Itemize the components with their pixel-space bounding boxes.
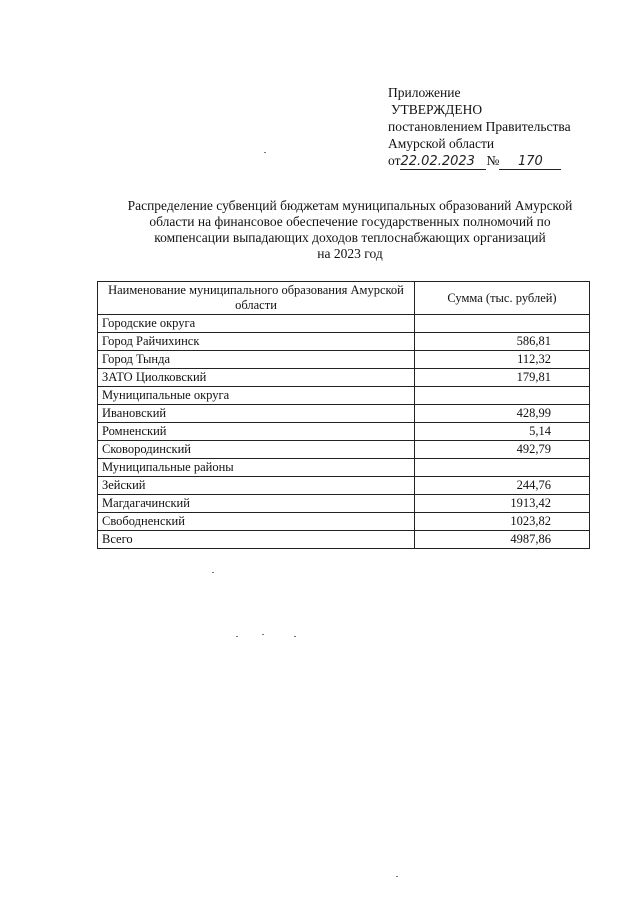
table-row-total <box>98 531 590 549</box>
row-name: Муниципальные округа <box>98 387 415 405</box>
date-number-line <box>388 152 571 170</box>
row-sum: 1913,42 <box>415 495 590 513</box>
row-name: Город Райчихинск <box>98 333 415 351</box>
row-name: Муниципальные районы <box>98 459 415 477</box>
row-name: Всего <box>98 531 415 549</box>
scan-speck <box>294 636 296 637</box>
scan-speck <box>264 152 266 153</box>
row-sum: 244,76 <box>415 477 590 495</box>
row-sum: 586,81 <box>415 333 590 351</box>
row-name: Городские округа <box>98 315 415 333</box>
column-header-sum: Сумма (тыс. рублей) <box>415 282 590 315</box>
row-name: Город Тында <box>98 351 415 369</box>
row-sum: 1023,82 <box>415 513 590 531</box>
table-row <box>98 405 590 423</box>
table-row <box>98 369 590 387</box>
table-row <box>98 459 590 477</box>
approval-block <box>388 84 571 170</box>
title-line: области на финансовое обеспечение государственных полномочий по <box>149 214 551 229</box>
resolution-label: постановлением Правительства <box>388 119 571 134</box>
title-line: компенсации выпадающих доходов теплоснабжающих организаций <box>154 230 546 245</box>
scan-speck <box>236 636 238 637</box>
row-sum <box>415 387 590 405</box>
row-name: Ивановский <box>98 405 415 423</box>
row-name: ЗАТО Циолковский <box>98 369 415 387</box>
table-row <box>98 315 590 333</box>
title-line: Распределение субвенций бюджетам муниципальных образований Амурской <box>127 198 573 213</box>
table-row <box>98 441 590 459</box>
row-sum <box>415 315 590 333</box>
table-row <box>98 387 590 405</box>
region-label: Амурской области <box>388 136 495 151</box>
row-name: Свободненский <box>98 513 415 531</box>
approved-label: УТВЕРЖДЕНО <box>391 102 483 117</box>
handwritten-number: 170 <box>499 154 561 170</box>
row-sum: 4987,86 <box>415 531 590 549</box>
appendix-label: Приложение <box>388 85 461 100</box>
row-name: Магдагачинский <box>98 495 415 513</box>
row-sum: 5,14 <box>415 423 590 441</box>
scan-speck <box>262 634 264 635</box>
column-header-name: Наименование муниципального образования Амурской области <box>98 282 415 315</box>
scan-speck <box>212 572 214 573</box>
title-line: на 2023 год <box>317 246 383 261</box>
row-sum <box>415 459 590 477</box>
row-name: Ромненский <box>98 423 415 441</box>
row-sum: 179,81 <box>415 369 590 387</box>
document-title <box>100 198 600 262</box>
table-row <box>98 513 590 531</box>
table-row <box>98 495 590 513</box>
row-sum: 428,99 <box>415 405 590 423</box>
table-header-row <box>98 282 590 315</box>
number-prefix: № <box>486 153 500 168</box>
row-sum: 112,32 <box>415 351 590 369</box>
table-row <box>98 333 590 351</box>
table-row <box>98 423 590 441</box>
row-name: Сковородинский <box>98 441 415 459</box>
subsidy-table <box>97 281 590 549</box>
scan-speck <box>396 876 398 877</box>
table-row <box>98 477 590 495</box>
row-name: Зейский <box>98 477 415 495</box>
row-sum: 492,79 <box>415 441 590 459</box>
date-prefix: от <box>388 153 401 168</box>
handwritten-date: 22.02.2023 <box>400 154 486 170</box>
table-row <box>98 351 590 369</box>
